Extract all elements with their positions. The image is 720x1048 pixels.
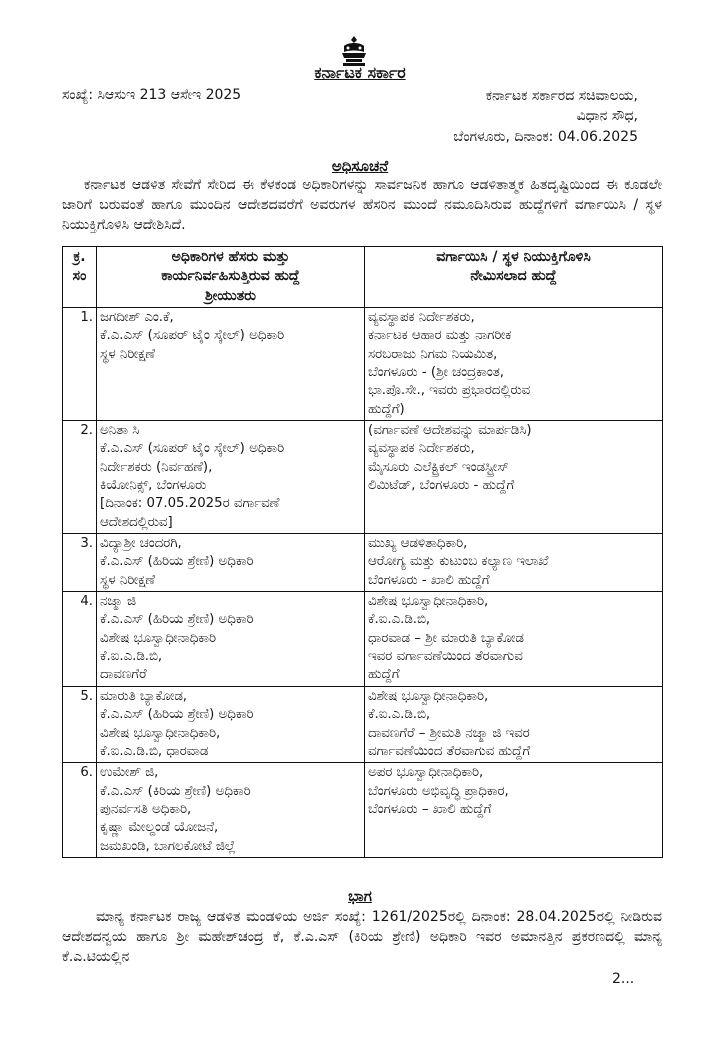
header-text: ನೇಮಿಸಲಾದ ಹುದ್ದೆ <box>470 268 557 285</box>
posting-line: ಕೆ.ಐ.ಎ.ಡಿ.ಬಿ, <box>368 707 431 723</box>
government-title: ಕರ್ನಾಟಕ ಸರ್ಕಾರ <box>314 63 406 82</box>
column-header-posting <box>365 247 663 308</box>
officer-cell <box>97 307 365 420</box>
posting-line: ಬೆಂಗಳೂರು – ಖಾಲಿ ಹುದ್ದೆಗೆ <box>368 801 492 817</box>
officer-line: ವಿದ್ಯಾಶ್ರೀ ಚಂದರಗಿ, <box>100 536 182 552</box>
officer-line: ಕೆ.ಎ.ಎಸ್ (ಹಿರಿಯ ಶ್ರೇಣಿ) ಅಧಿಕಾರಿ <box>100 707 254 723</box>
officer-line: ಜಗದೀಶ್ ಎಂ.ಕೆ, <box>100 309 174 325</box>
posting-line: ಕರ್ನಾಟಕ ಆಹಾರ ಮತ್ತು ನಾಗರೀಕ <box>368 328 512 344</box>
officer-cell <box>97 763 365 858</box>
posting-line: ಕೆ.ಐ.ಎ.ಡಿ.ಬಿ, <box>368 612 431 628</box>
serial-number: 6. <box>63 763 97 858</box>
posting-line: ವ್ಯವಸ್ಥಾಪಕ ನಿರ್ದೇಶಕರು, <box>368 441 475 457</box>
serial-number: 1. <box>63 307 97 420</box>
officer-line: ಜಮಖಂಡಿ, ಬಾಗಲಕೋಟೆ ಜಿಲ್ಲೆ <box>100 838 236 854</box>
header-text: ಕಾರ್ಯನಿರ್ವಹಿಸುತ್ತಿರುವ ಹುದ್ದೆ <box>161 268 300 285</box>
posting-line: ಹುದ್ದೆಗೆ) <box>368 401 405 417</box>
notification-intro: ಕರ್ನಾಟಕ ಆಡಳಿತ ಸೇವೆಗೆ ಸೇರಿದ ಈ ಕೆಳಕಂಡ ಅಧಿಕಾರಿಗಳನ್ನು ಸಾರ್ವಜನಿಕ ಹಾಗೂ ಆಡಳಿತಾತ್ಮಕ ಹಿತದೃಷ್ಟಿಯಿಂದ ಈ ಕೂಡಲೇ ಜಾರಿಗೆ ಬರುವಂತೆ ಹಾಗೂ ಮುಂದಿನ ಆದೇಶದವರೆಗೆ ಅವರುಗಳ ಹೆಸರಿನ ಮುಂದೆ ನಮೂದಿಸಿರುವ ಹುದ್ದೆಗಳಿಗೆ ವರ್ಗಾಯಿಸಿ / ಸ್ಥಳ ನಿಯುಕ್ತಿಗೊಳಿಸಿ ಆದೇಶಿಸಿದೆ. <box>62 177 662 233</box>
officer-line: ವಿಶೇಷ ಭೂಸ್ವಾಧೀನಾಧಿಕಾರಿ <box>100 630 216 646</box>
header-text: ಅಧಿಕಾರಿಗಳ ಹೆಸರು ಮತ್ತು <box>171 249 290 265</box>
posting-line: ದಾವಣಗೆರೆ – ಶ್ರೀಮತಿ ನಜ್ಮಾ ಜಿ ಇವರ <box>368 725 530 741</box>
officer-line: ದಾವಣಗೆರೆ <box>100 667 147 683</box>
part-paragraph: ಮಾನ್ಯ ಕರ್ನಾಟಕ ರಾಜ್ಯ ಆಡಳಿತ ಮಂಡಳಿಯ ಅರ್ಜಿ ಸಂಖ್ಯೆ: 1261/2025ರಲ್ಲಿ ದಿನಾಂಕ: 28.04.2025ರಲ್ಲಿ ನೀಡಿರುವ ಆದೇಶದನ್ವಯ ಹಾಗೂ ಶ್ರೀ ಮಹೇಶ್‌ಚಂದ್ರ ಕೆ, ಕೆ.ಎ.ಎಸ್ (ಕಿರಿಯ ಶ್ರೇಣಿ) ಅಧಿಕಾರಿ ಇವರ ಅಮಾನತ್ತಿನ ಪ್ರಕರಣದಲ್ಲಿ ಮಾನ್ಯ ಕೆ.ಎ.ಟಿಯಲ್ಲಿನ <box>62 909 662 965</box>
table-row <box>63 686 663 762</box>
officer-line: ಸ್ಥಳ ನಿರೀಕ್ಷಣೆ <box>100 572 155 588</box>
posting-line: ಮೈಸೂರು ಎಲೆಕ್ಟ್ರಿಕಲ್ ಇಂಡಸ್ಟ್ರೀಸ್ <box>368 459 509 475</box>
posting-cell <box>365 592 663 687</box>
officer-line: ಕೆ.ಎ.ಎಸ್ (ಹಿರಿಯ ಶ್ರೇಣಿ) ಅಧಿಕಾರಿ <box>100 554 254 570</box>
posting-line: ವಿಶೇಷ ಭೂಸ್ವಾಧೀನಾಧಿಕಾರಿ, <box>368 594 489 610</box>
serial-number: 2. <box>63 421 97 534</box>
posting-line: ಮುಖ್ಯ ಆಡಳಿತಾಧಿಕಾರಿ, <box>368 536 468 552</box>
officer-line: ಆದೇಶದಲ್ಲಿರುವ] <box>100 514 173 530</box>
officer-line: ಕೆ.ಎ.ಎಸ್ (ಸೂಪರ್ ಟೈಂ ಸ್ಕೇಲ್) ಅಧಿಕಾರಿ <box>100 328 285 344</box>
officer-line: ಕೆ.ಐ.ಎ.ಡಿ.ಬಿ, <box>100 649 163 665</box>
officer-cell <box>97 686 365 762</box>
posting-line: ಭಾ.ಪೊ.ಸೇ., ಇವರು ಪ್ರಭಾರದಲ್ಲಿರುವ <box>368 383 531 399</box>
officer-line: ಸ್ಥಳ ನಿರೀಕ್ಷಣೆ <box>100 346 155 362</box>
officer-line: ವಿಶೇಷ ಭೂಸ್ವಾಧೀನಾಧಿಕಾರಿ, <box>100 725 221 741</box>
officer-line: ಉಮೇಶ್ ಜಿ, <box>100 765 159 781</box>
posting-line: ಸರಬರಾಜು ನಿಗಮ ನಿಯಮಿತ, <box>368 346 498 362</box>
reference-number: ಸಂಖ್ಯೆ: ಸಿಆಸುಇ 213 ಆಸೇಇ 2025 <box>62 87 242 103</box>
posting-cell <box>365 686 663 762</box>
officer-line: ಕೃಷ್ಣಾ ಮೇಲ್ದಂಡೆ ಯೋಜನೆ, <box>100 820 219 836</box>
serial-number: 3. <box>63 534 97 592</box>
part-heading: ಭಾಗ <box>348 887 372 905</box>
officer-line: ಮಾರುತಿ ಬ್ಯಾಕೋಡ, <box>100 688 188 704</box>
officer-line: ಕೆ.ಎ.ಎಸ್ (ಹಿರಿಯ ಶ್ರೇಣಿ) ಅಧಿಕಾರಿ <box>100 612 254 628</box>
table-row <box>63 534 663 592</box>
posting-line: ಬೆಂಗಳೂರು - (ಶ್ರೀ ಚಂದ್ರಕಾಂತ, <box>368 364 505 380</box>
posting-line: ಲಿಮಿಟೆಡ್, ಬೆಂಗಳೂರು - ಹುದ್ದೆಗೆ <box>368 478 515 494</box>
table-row <box>63 307 663 420</box>
column-header-officer <box>97 247 365 308</box>
officer-line: [ದಿನಾಂಕ: 07.05.2025ರ ವರ್ಗಾವಣೆ <box>100 496 280 512</box>
posting-cell <box>365 307 663 420</box>
officer-cell <box>97 534 365 592</box>
header-text: ವರ್ಗಾಯಿಸಿ / ಸ್ಥಳ ನಿಯುಕ್ತಿಗೊಳಿಸಿ <box>436 249 591 265</box>
posting-line: ವಿಶೇಷ ಭೂಸ್ವಾಧೀನಾಧಿಕಾರಿ, <box>368 688 489 704</box>
officer-cell <box>97 592 365 687</box>
posting-line: ಬೆಂಗಳೂರು ಅಭಿವೃದ್ಧಿ ಪ್ರಾಧಿಕಾರ, <box>368 783 509 799</box>
officer-cell <box>97 421 365 534</box>
posting-cell <box>365 534 663 592</box>
notification-heading: ಅಧಿಸೂಚನೆ <box>331 157 389 175</box>
address-date-line: ಬೆಂಗಳೂರು, ದಿನಾಂಕ: 04.06.2025 <box>453 128 638 145</box>
posting-line: ಹುದ್ದೆಗೆ <box>368 667 400 683</box>
officer-line: ಕಿಯೋನಿಕ್ಸ್, ಬೆಂಗಳೂರು <box>100 478 207 494</box>
serial-number: 5. <box>63 686 97 762</box>
page-number: 2... <box>612 971 635 987</box>
posting-cell <box>365 421 663 534</box>
posting-line: ಇವರ ವರ್ಗಾವಣೆಯಿಂದ ತೆರವಾಗುವ <box>368 649 523 665</box>
posting-line: ಆರೋಗ್ಯ ಮತ್ತು ಕುಟುಂಬ ಕಲ್ಯಾಣ ಇಲಾಖೆ <box>368 554 549 570</box>
officer-line: ಕೆ.ಐ.ಎ.ಡಿ.ಬಿ, ಧಾರವಾಡ <box>100 743 209 759</box>
address-line: ಕರ್ನಾಟಕ ಸರ್ಕಾರದ ಸಚಿವಾಲಯ, <box>485 88 638 104</box>
header-text: ಕ್ರ. <box>73 249 86 265</box>
posting-line: ವರ್ಗಾವಣೆಯಿಂದ ತೆರವಾಗುವ ಹುದ್ದೆಗೆ <box>368 743 531 759</box>
transfer-table <box>62 246 663 858</box>
officer-line: ಕೆ.ಎ.ಎಸ್ (ಕಿರಿಯ ಶ್ರೇಣಿ) ಅಧಿಕಾರಿ <box>100 783 251 799</box>
table-row <box>63 421 663 534</box>
posting-line: ಬೆಂಗಳೂರು - ಖಾಲಿ ಹುದ್ದೆಗೆ <box>368 572 490 588</box>
table-header-row <box>63 247 663 308</box>
officer-line: ನಿರ್ದೇಶಕರು (ನಿರ್ವಹಣೆ), <box>100 459 213 475</box>
officer-line: ಪುನರ್ವಸತಿ ಅಧಿಕಾರಿ, <box>100 801 192 817</box>
header-text: ಸಂ <box>72 268 87 285</box>
table-row <box>63 763 663 858</box>
column-header-sl <box>63 247 97 308</box>
address-line: ವಿಧಾನ ಸೌಧ, <box>576 108 638 125</box>
officer-line: ಕೆ.ಎ.ಎಸ್ (ಸೂಪರ್ ಟೈಂ ಸ್ಕೇಲ್) ಅಧಿಕಾರಿ <box>100 441 285 457</box>
posting-line: (ವರ್ಗಾವಣೆ ಆದೇಶವನ್ನು ಮಾರ್ಪಡಿಸಿ) <box>368 423 532 438</box>
header-text: ಶ್ರೀಯುತರು <box>204 287 257 304</box>
posting-line: ಅಪರ ಭೂಸ್ವಾಧೀನಾಧಿಕಾರಿ, <box>368 765 484 781</box>
officer-line: ನಜ್ಮಾ ಜಿ <box>100 594 136 610</box>
posting-line: ಧಾರವಾಡ – ಶ್ರೀ ಮಾರುತಿ ಬ್ಯಾಕೋಡ <box>368 630 524 646</box>
posting-line: ವ್ಯವಸ್ಥಾಪಕ ನಿರ್ದೇಶಕರು, <box>368 309 475 325</box>
secretariat-address <box>398 86 638 147</box>
serial-number: 4. <box>63 592 97 687</box>
officer-line: ಅನಿತಾ ಸಿ <box>100 423 140 438</box>
table-row <box>63 592 663 687</box>
posting-cell <box>365 763 663 858</box>
